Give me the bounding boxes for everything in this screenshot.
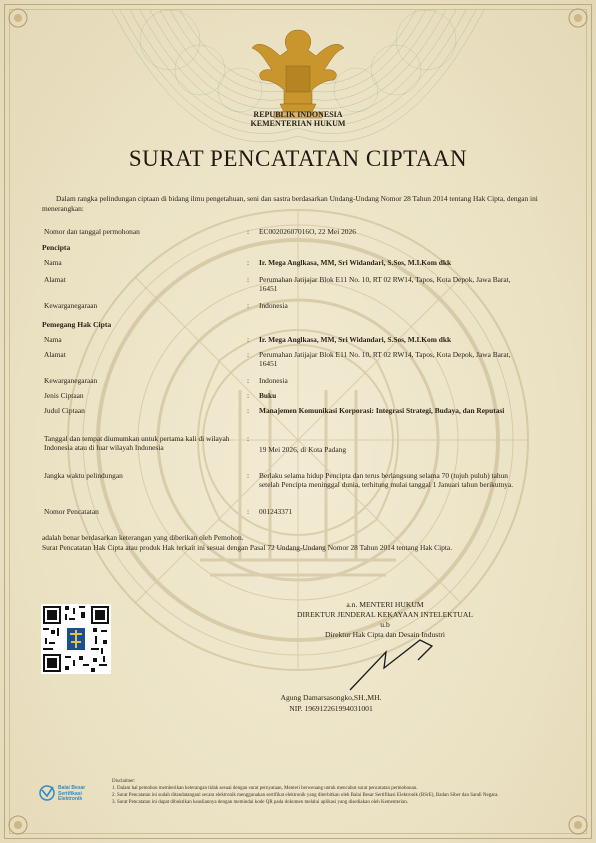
work-title-label: Judul Ciptaan: [44, 406, 85, 415]
signature-director: Direktur Hak Cipta dan Desain Industri: [325, 630, 445, 639]
qr-code[interactable]: [41, 604, 111, 674]
country-name: REPUBLIK INDONESIA: [253, 110, 343, 119]
colon: :: [247, 227, 250, 236]
protection-term-label: Jangka waktu pelindungan: [44, 471, 123, 480]
work-type-label: Jenis Ciptaan: [44, 391, 84, 400]
holder-address: Perumahan Jatijajar Blok E11 No. 10, RT 02 RW14, Tapos, Kota Depok, Jawa Barat, 16451: [259, 350, 511, 368]
application-label: Nomor dan tanggal permohonan: [44, 227, 140, 236]
corner-ornament-icon: [566, 813, 590, 837]
bsre-line-2: Sertifikasi: [58, 790, 82, 797]
bsre-line-3: Elektronik: [58, 796, 83, 803]
ministry-name: KEMENTERIAN HUKUM: [250, 119, 346, 128]
work-type: Buku: [259, 391, 277, 400]
holder-nationality: Indonesia: [259, 376, 288, 385]
colon: :: [247, 471, 250, 480]
bsre-label: [58, 786, 85, 803]
colon: :: [247, 335, 250, 344]
closing-line-2: Surat Pencatatan Hak Cipta atau produk Hak terkait ini sesuai dengan Pasal 72 Undang-Undang Nomor 28 Tahun 2014 tentang Hak Cipta.: [42, 543, 453, 552]
creator-nationality-label: Kewarganegaraan: [44, 301, 98, 310]
closing-line-1: adalah benar berdasarkan keterangan yang diberikan oleh Pemohon.: [42, 533, 244, 542]
disclaimer-3: 3. Surat Pencatatan ini dapat dibuktikan keasliannya dengan memindai kode QR pada dokumen melalui aplikasi yang disediakan oleh Kementerian.: [112, 800, 409, 805]
disclaimer-title: Disclaimer:: [112, 779, 136, 784]
colon: :: [247, 391, 250, 400]
document-title: SURAT PENCATATAN CIPTAAN: [128, 146, 468, 171]
creator-nationality: Indonesia: [259, 301, 288, 310]
holder-name: Ir. Mega Anglkasa, MM, Sri Widandari, S.Sos, M.I.Kom dkk: [259, 335, 452, 344]
signatory-name: Agung Damarsasongko,SH.,MH.: [280, 693, 382, 702]
colon: :: [247, 406, 250, 415]
record-number-label: Nomor Pencatatan: [44, 507, 99, 516]
colon: :: [247, 258, 250, 267]
signature-ub: u.b: [380, 620, 390, 629]
creator-name-label: Nama: [44, 258, 62, 267]
creator-address: Perumahan Jatijajar Blok E11 No. 10, RT 02 RW14, Tapos, Kota Depok, Jawa Barat, 16451: [259, 275, 511, 293]
bsre-line-1: Balai Besar: [58, 785, 86, 791]
colon: :: [247, 275, 250, 284]
work-title: Manajemen Komunikasi Korporasi: Integrasi Strategi, Budaya, dan Reputasi: [259, 406, 505, 415]
colon: :: [247, 434, 250, 443]
holder-address-label: Alamat: [44, 350, 66, 359]
colon: :: [247, 350, 250, 359]
section-pemegang: Pemegang Hak Cipta: [42, 320, 112, 329]
creator-address-label: Alamat: [44, 275, 66, 284]
protection-term: Berlaku selama hidup Pencipta dan terus berlangsung selama 70 (tujuh puluh) tahun setelah Pencipta meninggal dunia, terhitung mulai tanggal 1 Januari tahun berikutnya.: [259, 471, 514, 489]
signature-director-general: DIREKTUR JENDERAL KEKAYAAN INTELEKTUAL: [297, 610, 473, 619]
signatory-nip: NIP. 196912261994031001: [289, 704, 373, 713]
colon: :: [247, 301, 250, 310]
publication-label: Tanggal dan tempat diumumkan untuk pertama kali di wilayah Indonesia atau di luar wilayah Indonesia: [44, 434, 230, 452]
colon: :: [247, 376, 250, 385]
intro-paragraph: Dalam rangka pelindungan ciptaan di bidang ilmu pengetahuan, seni dan sastra berdasarkan Undang-Undang Nomor 28 Tahun 2014 tentang Hak Cipta, dengan ini menerangkan:: [42, 194, 538, 213]
corner-ornament-icon: [6, 813, 30, 837]
corner-ornament-icon: [6, 6, 30, 30]
colon: :: [247, 507, 250, 516]
disclaimer-1: 1. Dalam hal pemohon memberikan keterangan tidak sesuai dengan surat pernyataan, Menteri berwenang untuk mencabut surat pencatatan permohonan.: [112, 786, 418, 791]
section-pencipta: Pencipta: [42, 243, 71, 252]
signature-on-behalf: a.n. MENTERI HUKUM: [346, 600, 424, 609]
record-number: 001243371: [259, 507, 293, 516]
corner-ornament-icon: [566, 6, 590, 30]
application-value: EC00202607016O, 22 Mei 2026: [259, 227, 356, 236]
publication-date: 19 Mei 2026, di Kota Padang: [259, 445, 347, 454]
disclaimer-2: 2. Surat Pencatatan ini sudah ditandatangani secara elektronik menggunakan sertifikat elektronik yang diterbitkan oleh Balai Besar Sertifikasi Elektronik (BSrE), Badan Siber dan Sandi Negara.: [112, 793, 499, 798]
creator-name: Ir. Mega Anglkasa, MM, Sri Widandari, S.Sos, M.I.Kom dkk: [259, 258, 452, 267]
holder-name-label: Nama: [44, 335, 62, 344]
holder-nationality-label: Kewarganegaraan: [44, 376, 98, 385]
